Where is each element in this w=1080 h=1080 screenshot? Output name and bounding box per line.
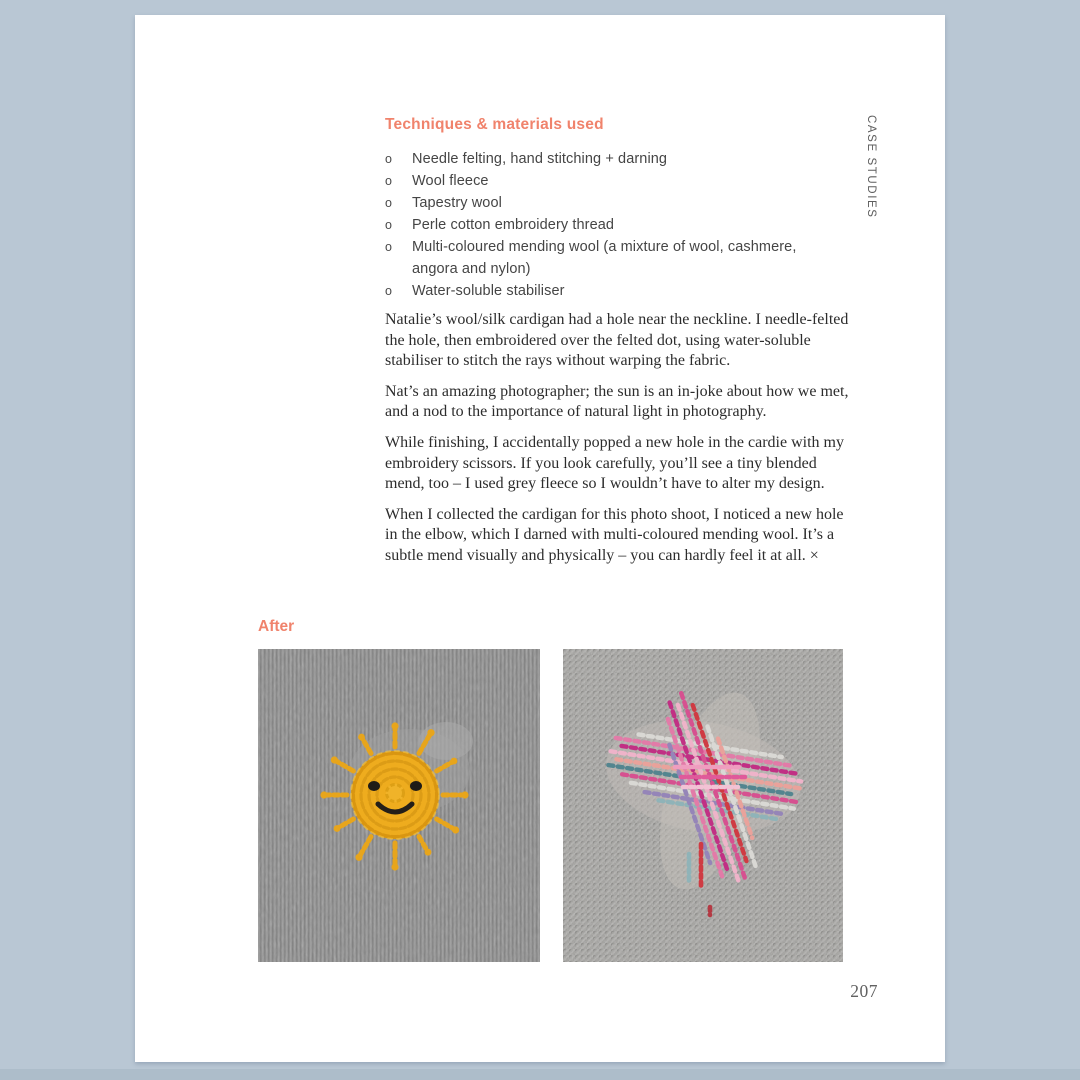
photo-sun-mend <box>258 649 540 962</box>
paragraph: When I collected the cardigan for this photo shoot, I noticed a new hole in the elbow, which I darned with multi-coloured mending wool. It’s a subtle mend visually and physically – you can hardly feel it at all. × <box>385 505 844 564</box>
bullet-glyph: o <box>385 174 393 188</box>
list-item <box>385 148 857 170</box>
paragraph: Nat’s an amazing photographer; the sun is an in-joke about how we met, and a nod to the importance of natural light in photography. <box>385 382 849 421</box>
case-study-body <box>385 310 853 577</box>
sun-eye-right <box>410 781 422 791</box>
list-item <box>385 236 857 280</box>
list-item <box>385 170 857 192</box>
techniques-section <box>385 116 857 302</box>
after-photos-row <box>258 649 843 962</box>
materials-list <box>385 148 857 302</box>
section-side-label: CASE STUDIES <box>865 115 877 219</box>
background-bottom-strip <box>0 1069 1080 1080</box>
bullet-glyph: o <box>385 240 393 254</box>
paragraph: Natalie’s wool/silk cardigan had a hole near the neckline. I needle-felted the hole, then embroidered over the felted dot, using water-soluble stabiliser to stitch the rays without warping the fabric. <box>385 311 849 370</box>
bullet-glyph: o <box>385 284 393 298</box>
sun-embroidery-graphic <box>258 649 540 962</box>
bullet-glyph: o <box>385 218 393 232</box>
list-item-label: Needle felting, hand stitching + darning <box>412 151 668 167</box>
bullet-glyph: o <box>385 196 393 210</box>
paragraph: While finishing, I accidentally popped a new hole in the cardie with my embroidery scissors. If you look carefully, you’ll see a tiny blended mend, too – I used grey fleece so I wouldn’t have to alter my design. <box>385 433 844 493</box>
after-heading: After <box>258 618 295 635</box>
list-item <box>385 214 857 236</box>
list-item-label: Wool fleece <box>412 173 489 189</box>
page-number: 207 <box>850 981 878 1001</box>
bullet-glyph: o <box>385 152 393 166</box>
list-item <box>385 280 857 302</box>
techniques-heading: Techniques & materials used <box>385 116 604 133</box>
multicolour-darn-graphic <box>563 649 843 962</box>
book-page <box>135 15 945 1062</box>
list-item-label: Perle cotton embroidery thread <box>412 217 615 233</box>
list-item-label: Multi-coloured mending wool (a mixture of wool, cashmere, angora and nylon) <box>412 239 797 277</box>
photo-darned-elbow <box>563 649 843 962</box>
sun-eye-left <box>368 781 380 791</box>
list-item <box>385 192 857 214</box>
list-item-label: Water-soluble stabiliser <box>412 283 565 299</box>
list-item-label: Tapestry wool <box>412 195 502 211</box>
